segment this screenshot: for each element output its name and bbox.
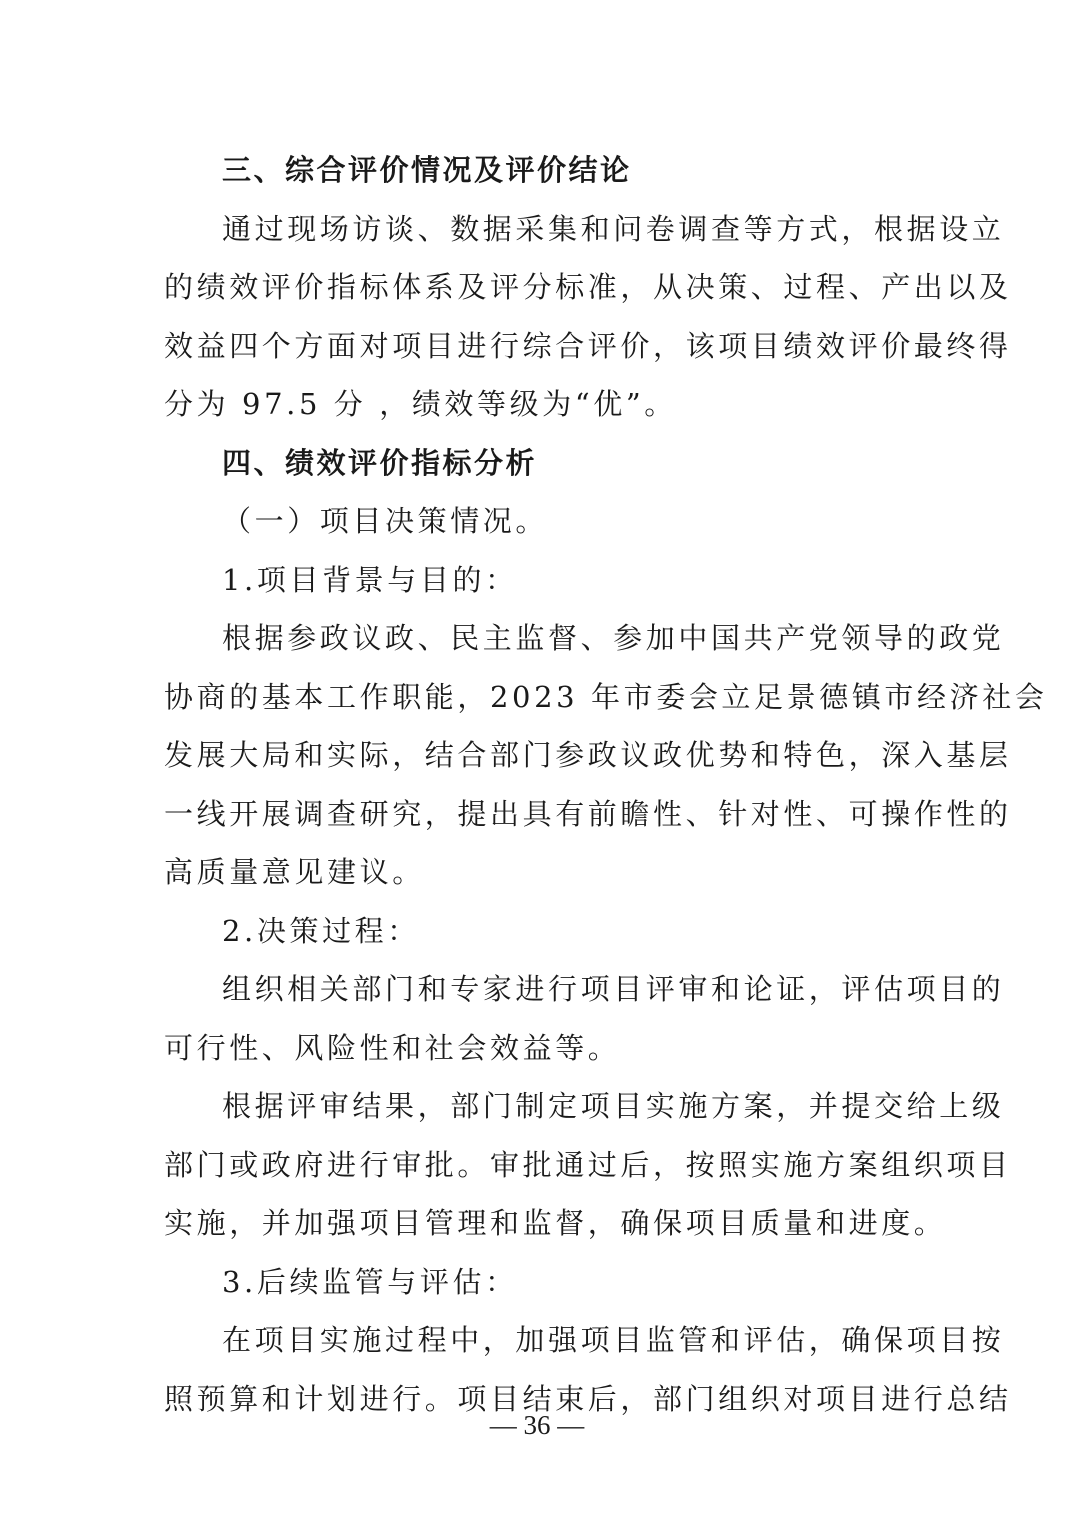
item-heading-background: 1.项目背景与目的：: [222, 562, 518, 597]
paragraph-line: 根据评审结果，部门制定项目实施方案，并提交给上级: [222, 1089, 1005, 1123]
paragraph-line: 实施，并加强项目管理和监督，确保项目质量和进度。: [164, 1206, 947, 1240]
paragraph-line: 分为 97.5 分 ，绩效等级为“优”。: [164, 387, 677, 421]
item-heading-decision-process: 2.决策过程：: [222, 913, 420, 948]
paragraph-line: 照预算和计划进行。项目结束后，部门组织对项目进行总结: [164, 1381, 1012, 1416]
paragraph-line: 部门或政府进行审批。审批通过后，按照实施方案组织项目: [164, 1147, 1012, 1182]
paragraph-line: 发展大局和实际，结合部门参政议政优势和特色，深入基层: [164, 738, 1012, 772]
section-heading-4: 四、绩效评价指标分析: [222, 445, 538, 480]
paragraph-review: [164, 960, 1005, 1077]
paragraph-line: 的绩效评价指标体系及评分标准，从决策、过程、产出以及: [164, 270, 1012, 304]
paragraph-line: 在项目实施过程中，加强项目监管和评估，确保项目按: [222, 1323, 1005, 1357]
paragraph-implementation: [164, 1077, 1012, 1253]
paragraph-line: 组织相关部门和专家进行项目评审和论证，评估项目的: [222, 972, 1005, 1006]
paragraph-line: 协商的基本工作职能，2023 年市委会立足景德镇市经济社会: [164, 679, 1048, 714]
item-heading-supervision: 3.后续监管与评估：: [222, 1264, 518, 1299]
paragraph-line: 高质量意见建议。: [164, 855, 425, 889]
paragraph-line: 可行性、风险性和社会效益等。: [164, 1030, 621, 1065]
paragraph-line: 一线开展调查研究，提出具有前瞻性、针对性、可操作性的: [164, 796, 1012, 831]
paragraph-line: 效益四个方面对项目进行综合评价，该项目绩效评价最终得: [164, 328, 1012, 363]
page-number: — 36 —: [489, 1410, 585, 1440]
sub-heading-project-decision: （一）项目决策情况。: [222, 504, 549, 538]
paragraph-evaluation-conclusion: [164, 200, 1012, 434]
paragraph-line: 通过现场访谈、数据采集和问卷调查等方式，根据设立: [222, 211, 1005, 246]
paragraph-line: 根据参政议政、民主监督、参加中国共产党领导的政党: [222, 621, 1005, 655]
section-heading-3: 三、综合评价情况及评价结论: [222, 153, 632, 187]
paragraph-background: [164, 609, 1048, 902]
document-body: [164, 141, 1048, 1428]
